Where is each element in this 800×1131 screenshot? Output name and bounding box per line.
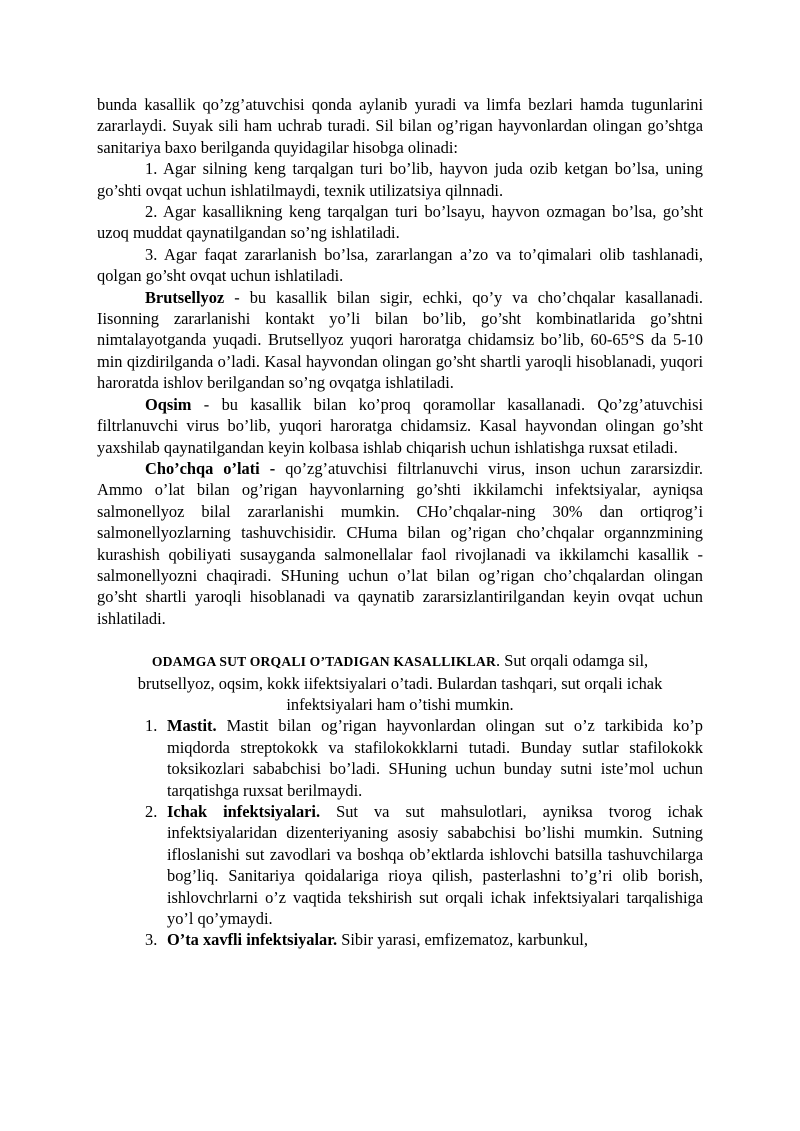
disease-item — [145, 929, 703, 950]
disease-number: 1. — [145, 716, 158, 736]
disease-title: O’ta xavfli infektsiyalar. — [167, 930, 338, 950]
brutsellyoz-paragraph — [97, 287, 703, 394]
chochqa-paragraph — [97, 458, 703, 629]
oqsim-paragraph — [97, 394, 703, 458]
section-heading: ODAMGA SUT ORQALI O’TADIGAN KASALLIKLAR — [151, 654, 497, 670]
oqsim-term: Oqsim — [145, 394, 192, 414]
disease-title: Mastit. — [167, 716, 217, 736]
chochqa-term: Cho’chqa o’lati - — [145, 458, 276, 478]
disease-text: Sibir yarasi, emfizematoz, karbunkul, — [337, 930, 588, 950]
sil-item-1: 1. Agar silning keng tarqalgan turi bo’lib, hayvon juda ozib ketgan bo’lsa, uning go’shti ovqat uchun ishlatilmaydi, texnik utilizatsiya qilnnadi. — [97, 159, 703, 200]
document-page — [97, 94, 703, 951]
chochqa-text: qo’zg’atuvchisi filtrlanuvchi virus, inson uchun zararsizdir. Ammo o’lat bilan og’rigan hayvonlarning go’shti ikkilamchi infektsiyalar, ayniqsa salmonellyoz bilal zararlanishi mumkin. CHo’chqalar-ning 30% dan ortiqrog’i salmonellyozlarning tashuvchisidir. CHuma bilan og’rigan cho’chqalar organnzmining kurashish qobiliyati susayganda salmonellalar faol rivojlanadi va ikkilamchi kasallik - salmonellyozni chaqiradi. SHuning uchun o’lat bilan og’rigan cho’chqalardan olingan go’sht shartli yaroqli hisoblanadi va qaynatib zararsizlantirilgandan keyin ovqat uchun ishlatiladi. — [97, 458, 703, 628]
disease-number: 3. — [145, 930, 158, 950]
disease-text: Sut va sut mahsulotlari, ayniksa tvorog ichak infektsiyalaridan dizenteriyaning asosiy sababchisi bo’lishi mumkin. Sutning ifloslanishi sut zavodlari va boshqa ob’ektlarda ishlovchi batsilla tashuvchilarga bog’liq. Sanitariya qoidalariga rioya qilish, pasterlashni to’g’ri olib borish, ishlovchrlarni o’z vaqtida tekshirish sut orqali ichak infektsiyalari tarqalishiga yo’l qo’ymaydi. — [167, 802, 704, 929]
disease-number: 2. — [145, 802, 158, 821]
section-heading-block — [97, 650, 703, 715]
disease-list — [97, 715, 703, 950]
disease-title: Ichak infektsiyalari. — [167, 802, 321, 821]
intro-paragraph: bunda kasallik qo’zg’atuvchisi qonda aylanib yuradi va limfa bezlari hamda tugunlarini zararlaydi. Suyak sili ham uchrab turadi. Sil bilan og’rigan hayvonlardan olingan go’shtga sanitariya baxo berilganda quyidagilar hisobga olinadi: — [97, 95, 703, 157]
section-intro: . Sut orqali odamga sil, brutsellyoz, oqsim, kokk iifektsiyalari o’tadi. Bulardan tashqari, sut orqali ichak infektsiyalari ham o’tishi mumkin. — [137, 651, 663, 714]
brutsellyoz-term: Brutsellyoz — [145, 287, 225, 307]
disease-text: Mastit bilan og’rigan hayvonlardan olingan sut o’z tarkibida ko’p miqdorda streptokokk va stafilokokklarni tutadi. Bunday sutlar stafilokokk toksikozlari sababchisi bo’ladi. SHuning uchun bunday sutni iste’mol uchun tarqatishga ruxsat berilmaydi. — [167, 716, 703, 800]
disease-item — [145, 801, 704, 929]
disease-item — [145, 715, 703, 801]
sil-item-3: 3. Agar faqat zararlanish bo’lsa, zararlangan a’zo va to’qimalari olib tashlanadi, qolgan go’sht ovqat uchun ishlatiladi. — [97, 244, 703, 286]
sil-item-2: 2. Agar kasallikning keng tarqalgan turi bo’lsayu, hayvon ozmagan bo’lsa, go’sht uzoq muddat qaynatilgandan so’ng ishlatiladi. — [97, 202, 703, 243]
brutsellyoz-text: - bu kasallik bilan sigir, echki, qo’y va cho’chqalar kasallanadi. Iisonning zararlanishi kontakt yo’li bilan bo’lib, go’sht kombinatlarida go’shtni nimtalayotganda yuqadi. Brutsellyoz yuqori haroratga chidamsiz bo’lib, 60-65°S da 5-10 min qizdirilganda o’ladi. Kasal hayvondan olingan go’sht shartli yaroqli hisoblanadi, yuqori haroratda ishlov berilgandan so’ng ovqatga ishlatiladi. — [97, 287, 703, 393]
oqsim-text: - bu kasallik bilan ko’proq qoramollar kasallanadi. Qo’zg’atuvchisi filtrlanuvchi virus bo’lib, yuqori haroratga chidamsiz. Kasal hayvondan olingan go’sht yaxshilab qaynatilgandan keyin kolbasa ishlab chiqarish uchun ishlatishga ruxsat etiladi. — [97, 394, 703, 457]
